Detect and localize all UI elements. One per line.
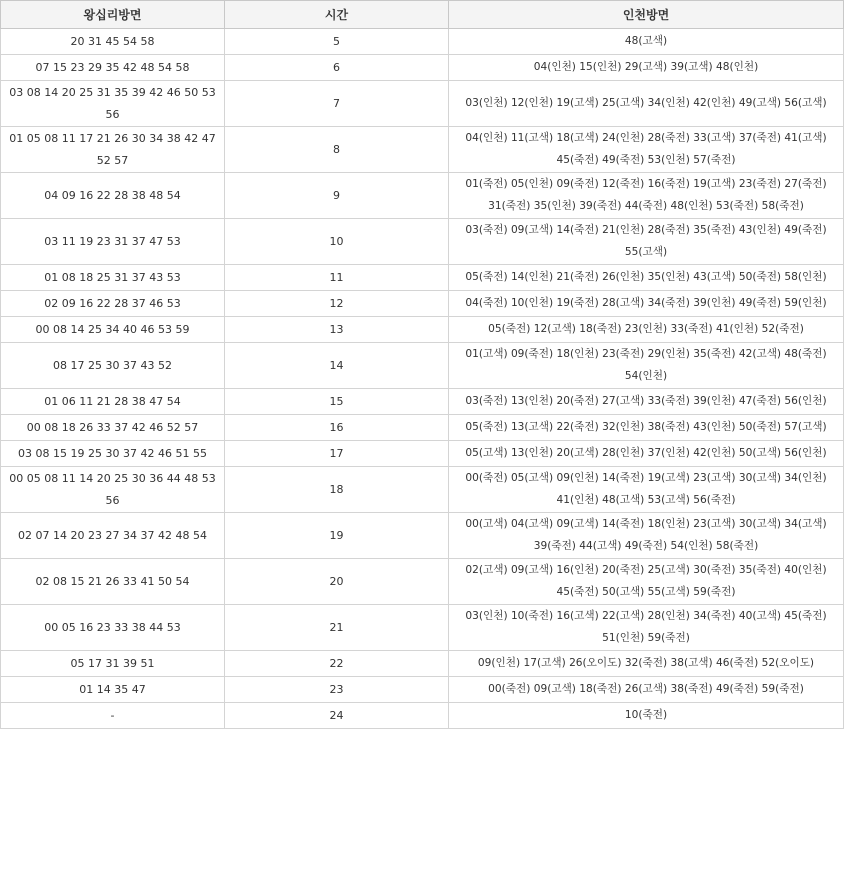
hour-cell: 8: [225, 127, 449, 173]
hour-cell: 23: [225, 677, 449, 703]
hour-cell: 20: [225, 559, 449, 605]
hour-cell: 17: [225, 441, 449, 467]
table-row: [1, 127, 844, 173]
table-row: [1, 703, 844, 729]
wangsimni-times-cell: 00 08 14 25 34 40 46 53 59: [1, 317, 225, 343]
table-row: [1, 441, 844, 467]
hour-cell: 6: [225, 55, 449, 81]
incheon-times-cell: 05(죽전) 12(고색) 18(죽전) 23(인천) 33(죽전) 41(인천) 52(죽전): [449, 317, 844, 343]
hour-cell: 7: [225, 81, 449, 127]
wangsimni-times-cell: 20 31 45 54 58: [1, 29, 225, 55]
incheon-times-cell: 03(죽전) 09(고색) 14(죽전) 21(인천) 28(죽전) 35(죽전) 43(인천) 49(죽전) 55(고색): [449, 219, 844, 265]
incheon-times-cell: 05(죽전) 13(고색) 22(죽전) 32(인천) 38(죽전) 43(인천) 50(죽전) 57(고색): [449, 415, 844, 441]
wangsimni-times-cell: 04 09 16 22 28 38 48 54: [1, 173, 225, 219]
hour-cell: 15: [225, 389, 449, 415]
incheon-times-cell: 03(인천) 10(죽전) 16(고색) 22(고색) 28(인천) 34(죽전) 40(고색) 45(죽전) 51(인천) 59(죽전): [449, 605, 844, 651]
table-row: [1, 219, 844, 265]
hour-cell: 21: [225, 605, 449, 651]
table-row: [1, 513, 844, 559]
incheon-times-cell: 04(인천) 11(고색) 18(고색) 24(인천) 28(죽전) 33(고색) 37(죽전) 41(고색) 45(죽전) 49(죽전) 53(인천) 57(죽전): [449, 127, 844, 173]
wangsimni-times-cell: 08 17 25 30 37 43 52: [1, 343, 225, 389]
incheon-times-cell: 04(죽전) 10(인천) 19(죽전) 28(고색) 34(죽전) 39(인천) 49(죽전) 59(인천): [449, 291, 844, 317]
hour-cell: 14: [225, 343, 449, 389]
table-row: [1, 317, 844, 343]
incheon-times-cell: 01(고색) 09(죽전) 18(인천) 23(죽전) 29(인천) 35(죽전) 42(고색) 48(죽전) 54(인천): [449, 343, 844, 389]
wangsimni-times-cell: -: [1, 703, 225, 729]
wangsimni-times-cell: 00 05 16 23 33 38 44 53: [1, 605, 225, 651]
timetable-body: [1, 29, 844, 729]
incheon-times-cell: 09(인천) 17(고색) 26(오이도) 32(죽전) 38(고색) 46(죽전) 52(오이도): [449, 651, 844, 677]
hour-cell: 10: [225, 219, 449, 265]
incheon-times-cell: 01(죽전) 05(인천) 09(죽전) 12(죽전) 16(죽전) 19(고색) 23(죽전) 27(죽전) 31(죽전) 35(인천) 39(죽전) 44(죽전) 48(인천) 53(죽전) 58(죽전): [449, 173, 844, 219]
incheon-times-cell: 00(죽전) 09(고색) 18(죽전) 26(고색) 38(죽전) 49(죽전) 59(죽전): [449, 677, 844, 703]
wangsimni-times-cell: 01 14 35 47: [1, 677, 225, 703]
wangsimni-times-cell: 05 17 31 39 51: [1, 651, 225, 677]
hour-cell: 9: [225, 173, 449, 219]
wangsimni-times-cell: 00 05 08 11 14 20 25 30 36 44 48 53 56: [1, 467, 225, 513]
wangsimni-times-cell: 03 08 14 20 25 31 35 39 42 46 50 53 56: [1, 81, 225, 127]
wangsimni-times-cell: 01 05 08 11 17 21 26 30 34 38 42 47 52 57: [1, 127, 225, 173]
wangsimni-times-cell: 02 09 16 22 28 37 46 53: [1, 291, 225, 317]
table-row: [1, 55, 844, 81]
wangsimni-times-cell: 01 06 11 21 28 38 47 54: [1, 389, 225, 415]
incheon-times-cell: 02(고색) 09(고색) 16(인천) 20(죽전) 25(고색) 30(죽전) 35(죽전) 40(인천) 45(죽전) 50(고색) 55(고색) 59(죽전): [449, 559, 844, 605]
incheon-times-cell: 00(고색) 04(고색) 09(고색) 14(죽전) 18(인천) 23(고색) 30(고색) 34(고색) 39(죽전) 44(고색) 49(죽전) 54(인천) 58(죽전): [449, 513, 844, 559]
hour-cell: 11: [225, 265, 449, 291]
hour-cell: 24: [225, 703, 449, 729]
header-hour: 시간: [225, 1, 449, 29]
wangsimni-times-cell: 07 15 23 29 35 42 48 54 58: [1, 55, 225, 81]
wangsimni-times-cell: 02 08 15 21 26 33 41 50 54: [1, 559, 225, 605]
wangsimni-times-cell: 03 08 15 19 25 30 37 42 46 51 55: [1, 441, 225, 467]
table-row: [1, 605, 844, 651]
table-row: [1, 559, 844, 605]
hour-cell: 5: [225, 29, 449, 55]
wangsimni-times-cell: 02 07 14 20 23 27 34 37 42 48 54: [1, 513, 225, 559]
table-row: [1, 265, 844, 291]
incheon-times-cell: 10(죽전): [449, 703, 844, 729]
header-wangsimni-direction: 왕십리방면: [1, 1, 225, 29]
table-row: [1, 651, 844, 677]
table-row: [1, 343, 844, 389]
incheon-times-cell: 05(고색) 13(인천) 20(고색) 28(인천) 37(인천) 42(인천) 50(고색) 56(인천): [449, 441, 844, 467]
table-row: [1, 389, 844, 415]
hour-cell: 18: [225, 467, 449, 513]
incheon-times-cell: 48(고색): [449, 29, 844, 55]
table-row: [1, 173, 844, 219]
table-row: [1, 291, 844, 317]
wangsimni-times-cell: 01 08 18 25 31 37 43 53: [1, 265, 225, 291]
hour-cell: 19: [225, 513, 449, 559]
hour-cell: 16: [225, 415, 449, 441]
incheon-times-cell: 03(인천) 12(인천) 19(고색) 25(고색) 34(인천) 42(인천) 49(고색) 56(고색): [449, 81, 844, 127]
table-row: [1, 81, 844, 127]
table-row: [1, 467, 844, 513]
wangsimni-times-cell: 03 11 19 23 31 37 47 53: [1, 219, 225, 265]
incheon-times-cell: 03(죽전) 13(인천) 20(죽전) 27(고색) 33(죽전) 39(인천) 47(죽전) 56(인천): [449, 389, 844, 415]
table-row: [1, 29, 844, 55]
header-incheon-direction: 인천방면: [449, 1, 844, 29]
incheon-times-cell: 00(죽전) 05(고색) 09(인천) 14(죽전) 19(고색) 23(고색) 30(고색) 34(인천) 41(인천) 48(고색) 53(고색) 56(죽전): [449, 467, 844, 513]
incheon-times-cell: 04(인천) 15(인천) 29(고색) 39(고색) 48(인천): [449, 55, 844, 81]
incheon-times-cell: 05(죽전) 14(인천) 21(죽전) 26(인천) 35(인천) 43(고색) 50(죽전) 58(인천): [449, 265, 844, 291]
table-row: [1, 415, 844, 441]
table-row: [1, 677, 844, 703]
hour-cell: 12: [225, 291, 449, 317]
header-row: [1, 1, 844, 29]
hour-cell: 22: [225, 651, 449, 677]
wangsimni-times-cell: 00 08 18 26 33 37 42 46 52 57: [1, 415, 225, 441]
hour-cell: 13: [225, 317, 449, 343]
